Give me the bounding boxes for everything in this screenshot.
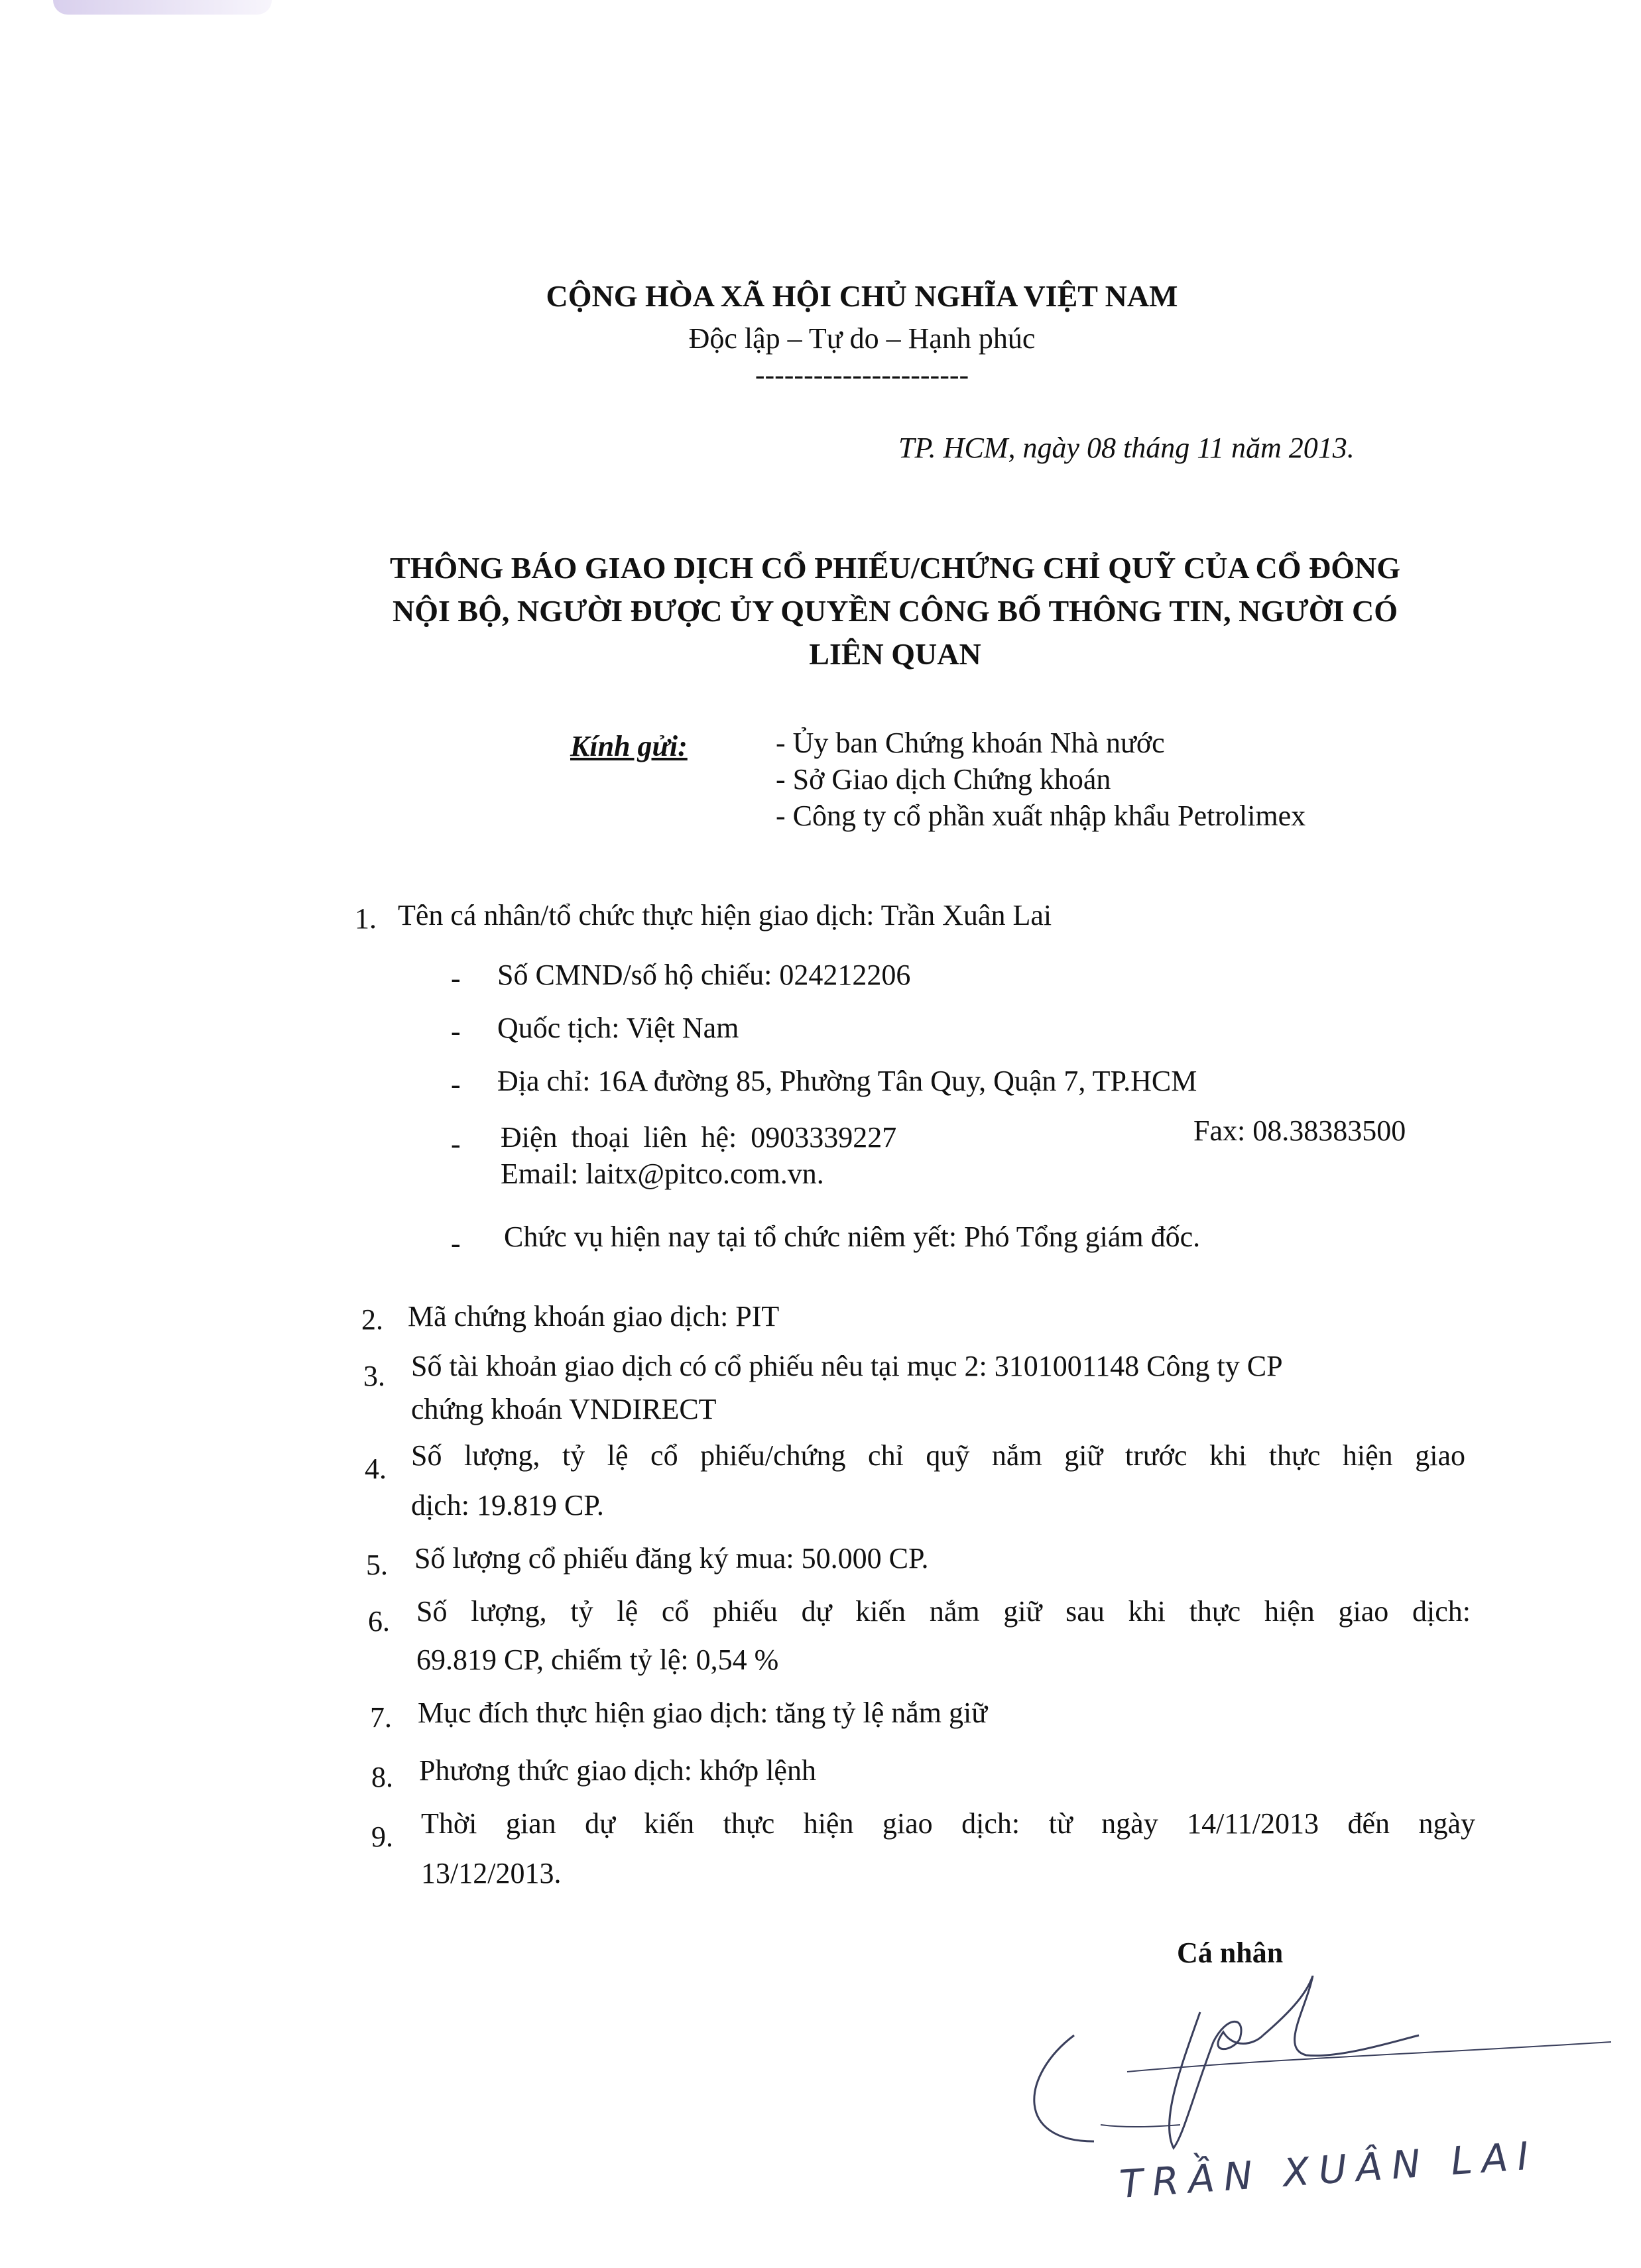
- id-number: Số CMND/số hộ chiếu: 024212206: [497, 959, 911, 991]
- item-number: 7.: [370, 1701, 392, 1734]
- fax: Fax: 08.38383500: [1193, 1114, 1406, 1147]
- title-line-3: LIÊN QUAN: [809, 637, 981, 671]
- signature-stroke: [1263, 1976, 1419, 2056]
- method: Phương thức giao dịch: khớp lệnh: [419, 1754, 816, 1787]
- item-number: 3.: [363, 1360, 385, 1392]
- handwritten-signature: [995, 1976, 1631, 2261]
- registered-buy: Số lượng cổ phiếu đăng ký mua: 50.000 CP.: [414, 1542, 929, 1575]
- recipient-item: - Công ty cổ phần xuất nhập khẩu Petrolimex: [776, 800, 1306, 832]
- signature-stroke: [1213, 2021, 1263, 2049]
- account-line-1: Số tài khoản giao dịch có cổ phiếu nêu tại mục 2: 3101001148 Công ty CP: [411, 1350, 1283, 1382]
- email: Email: laitx@pitco.com.vn.: [501, 1158, 824, 1190]
- recipient-item: - Sở Giao dịch Chứng khoán: [776, 763, 1111, 796]
- signature-stroke: [1034, 2035, 1094, 2141]
- signature-stroke: [1101, 2125, 1180, 2127]
- item-number: 8.: [371, 1761, 393, 1793]
- item-number: 1.: [355, 902, 377, 935]
- holding-before-line-2: dịch: 19.819 CP.: [411, 1489, 604, 1522]
- country-header: CỘNG HÒA XÃ HỘI CHỦ NGHĨA VIỆT NAM: [546, 279, 1178, 313]
- item-number: 2.: [361, 1303, 383, 1336]
- timeframe-line-2: 13/12/2013.: [421, 1857, 562, 1889]
- holding-after-line-2: 69.819 CP, chiếm tỷ lệ: 0,54 %: [416, 1643, 779, 1676]
- item-number: 9.: [371, 1820, 393, 1853]
- place-date: TP. HCM, ngày 08 tháng 11 năm 2013.: [898, 432, 1355, 464]
- handwritten-name: TRẦN XUÂN LAI: [1118, 2133, 1540, 2207]
- signature-label: Cá nhân: [1177, 1937, 1284, 1969]
- timeframe-line-1: Thời gian dự kiến thực hiện giao dịch: từ ngày 14/11/2013 đến ngày: [421, 1807, 1475, 1840]
- recipients-label: Kính gửi:: [570, 730, 688, 762]
- nationality: Quốc tịch: Việt Nam: [497, 1012, 739, 1044]
- dash-bullet: -: [451, 962, 461, 994]
- dash-bullet: -: [451, 1227, 461, 1260]
- item-number: 5.: [366, 1549, 388, 1581]
- signature-stroke: [1127, 2042, 1611, 2072]
- holding-after-line-1: Số lượng, tỷ lệ cổ phiếu dự kiến nắm giữ sau khi thực hiện giao dịch:: [416, 1595, 1471, 1628]
- account-line-2: chứng khoán VNDIRECT: [411, 1393, 717, 1425]
- stamp-mark: [53, 0, 272, 15]
- address: Địa chỉ: 16A đường 85, Phường Tân Quy, Quận 7, TP.HCM: [497, 1065, 1197, 1097]
- dash-bullet: -: [451, 1068, 461, 1101]
- dash-bullet: -: [451, 1128, 461, 1160]
- phone: Điện thoại liên hệ: 0903339227: [501, 1121, 897, 1154]
- holding-before-line-1: Số lượng, tỷ lệ cổ phiếu/chứng chỉ quỹ nắm giữ trước khi thực hiện giao: [411, 1439, 1465, 1472]
- position: Chức vụ hiện nay tại tổ chức niêm yết: Phó Tổng giám đốc.: [504, 1221, 1201, 1253]
- item-number: 6.: [368, 1605, 390, 1638]
- national-motto: Độc lập – Tự do – Hạnh phúc: [688, 322, 1036, 355]
- title-line-1: THÔNG BÁO GIAO DỊCH CỔ PHIẾU/CHỨNG CHỈ QUỸ CỦA CỔ ĐÔNG: [389, 551, 1401, 585]
- purpose: Mục đích thực hiện giao dịch: tăng tỷ lệ nắm giữ: [418, 1697, 988, 1729]
- person-name-line: Tên cá nhân/tổ chức thực hiện giao dịch: Trần Xuân Lai: [398, 899, 1052, 931]
- header-divider: ----------------------: [755, 359, 969, 391]
- title-line-2: NỘI BỘ, NGƯỜI ĐƯỢC ỦY QUYỀN CÔNG BỐ THÔNG TIN, NGƯỜI CÓ: [393, 594, 1398, 628]
- stock-code: Mã chứng khoán giao dịch: PIT: [408, 1300, 780, 1333]
- item-number: 4.: [365, 1453, 387, 1485]
- dash-bullet: -: [451, 1015, 461, 1047]
- recipient-item: - Ủy ban Chứng khoán Nhà nước: [776, 727, 1165, 759]
- signature-stroke: [1170, 2012, 1213, 2148]
